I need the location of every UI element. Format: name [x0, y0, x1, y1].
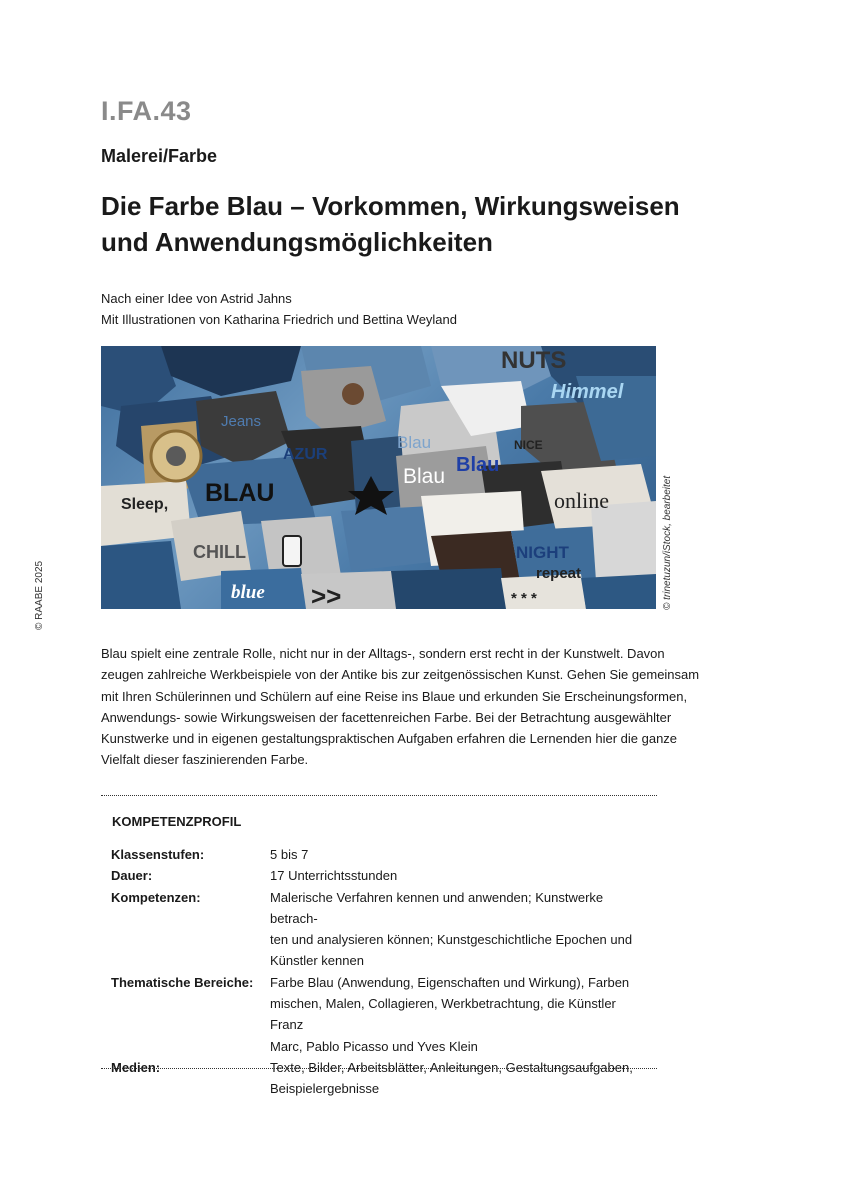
- word-sleep: Sleep,: [121, 496, 169, 513]
- profile-label: Medien:: [111, 1059, 161, 1075]
- word-arrows: >>: [311, 581, 342, 609]
- profile-label: Klassenstufen:: [111, 847, 205, 862]
- document-code: I.FA.43: [101, 96, 192, 126]
- profile-row-duration: [111, 865, 651, 886]
- copyright-notice: © RAABE 2025: [34, 560, 45, 630]
- profile-label: Thematische Bereiche:: [111, 974, 254, 990]
- intro-line: zeugen zahlreiche Werkbeispiele von der Antike bis zur zeitgenössischen Kunst. Gehen Sie gemeinsam: [101, 667, 700, 683]
- intro-line: Kunstwerke und in eigenen gestaltungspraktischen Aufgaben erfahren die Lernenden hier die ganze: [101, 731, 678, 747]
- word-azur: AZUR: [283, 446, 328, 463]
- word-blau: Blau: [456, 454, 500, 476]
- word-repeat: repeat: [536, 565, 582, 582]
- word-online: online: [554, 488, 609, 513]
- subject-label: Malerei/Farbe: [101, 146, 218, 166]
- document-title: [101, 188, 701, 260]
- intro-line: Blau spielt eine zentrale Rolle, nicht nur in der Alltags-, sondern erst recht in der Kunstwelt. Davon: [101, 646, 665, 661]
- profile-row-media: [111, 1057, 651, 1100]
- competence-profile-table: [111, 844, 651, 1100]
- title-line: Die Farbe Blau – Vorkommen, Wirkungsweisen: [101, 191, 680, 221]
- phone-shape: [283, 536, 301, 566]
- profile-label: Kompetenzen:: [111, 889, 201, 905]
- intro-paragraph: [101, 643, 700, 771]
- word-chill: CHILL: [193, 542, 246, 562]
- word-night: NIGHT: [516, 543, 569, 562]
- profile-label: Dauer:: [111, 868, 153, 884]
- profile-value-line: Texte, Bilder, Arbeitsblätter, Anleitungen, Gestaltungsaufgaben,: [270, 1059, 633, 1075]
- profile-value-line: Farbe Blau (Anwendung, Eigenschaften und Wirkung), Farben: [270, 974, 630, 990]
- profile-value: [270, 1057, 645, 1100]
- dotted-divider: [101, 1068, 657, 1069]
- profile-value: [270, 972, 645, 1057]
- paper-piece: [391, 568, 506, 609]
- building-piece: [591, 501, 656, 581]
- word-nuts: NUTS: [501, 347, 567, 374]
- profile-value-line: 5 bis 7: [270, 847, 309, 862]
- profile-value-line: Künstler kennen: [270, 953, 364, 969]
- profile-value-line: 17 Unterrichtsstunden: [270, 868, 398, 884]
- profile-value-line: mischen, Malen, Collagieren, Werkbetrachtung, die Künstler Franz: [270, 996, 616, 1033]
- intro-line: Anwendungs- sowie Wirkungsweisen der facettenreichen Farbe. Bei der Betrachtung ausgewählter: [101, 709, 672, 725]
- can-opening: [166, 446, 186, 466]
- paper-piece: [581, 574, 656, 609]
- paper-piece: [161, 346, 301, 396]
- profile-value-line: Beispielergebnisse: [270, 1081, 380, 1097]
- profile-value: [270, 844, 645, 865]
- profile-row-grade: [111, 844, 651, 865]
- word-blau: Blau: [403, 465, 446, 488]
- word-himmel: Himmel: [551, 381, 624, 403]
- intro-line: mit Ihren Schülerinnen und Schülern auf eine Reise ins Blaue und erkunden Sie Erscheinungsformen,: [101, 688, 688, 704]
- laptop-piece: [301, 366, 386, 436]
- intro-line: Vielfalt dieser faszinierenden Farbe.: [101, 752, 309, 768]
- word-blau-large: BLAU: [205, 479, 275, 507]
- word-stars: * * *: [511, 590, 537, 607]
- credit-line: Mit Illustrationen von Katharina Friedrich und Bettina Weyland: [101, 312, 458, 327]
- blue-collage-image: [101, 346, 656, 609]
- collage-artwork: [101, 346, 656, 609]
- profile-value-line: Marc, Pablo Picasso und Yves Klein: [270, 1038, 478, 1054]
- word-blau: Blau: [397, 433, 432, 452]
- profile-value-line: Malerische Verfahren kennen und anwenden; Kunstwerke betrach-: [270, 889, 604, 926]
- author-credits: [101, 288, 457, 330]
- dotted-divider: [101, 795, 657, 796]
- title-line: und Anwendungsmöglichkeiten: [101, 227, 493, 257]
- profile-row-competences: [111, 887, 651, 972]
- coffee-cup: [342, 383, 364, 405]
- photo-credit: © trinetuzun/iStock, bearbeitet: [662, 475, 673, 610]
- competence-profile-heading: KOMPETENZPROFIL: [112, 814, 242, 829]
- word-jeans: Jeans: [221, 413, 262, 430]
- credit-line: Nach einer Idee von Astrid Jahns: [101, 291, 292, 306]
- word-nice: NICE: [514, 438, 543, 452]
- word-blue: blue: [231, 582, 265, 603]
- paper-piece: [101, 541, 181, 609]
- profile-value-line: ten und analysieren können; Kunstgeschichtliche Epochen und: [270, 932, 633, 948]
- profile-row-topics: [111, 972, 651, 1057]
- profile-value: [270, 865, 645, 886]
- profile-value: [270, 887, 645, 972]
